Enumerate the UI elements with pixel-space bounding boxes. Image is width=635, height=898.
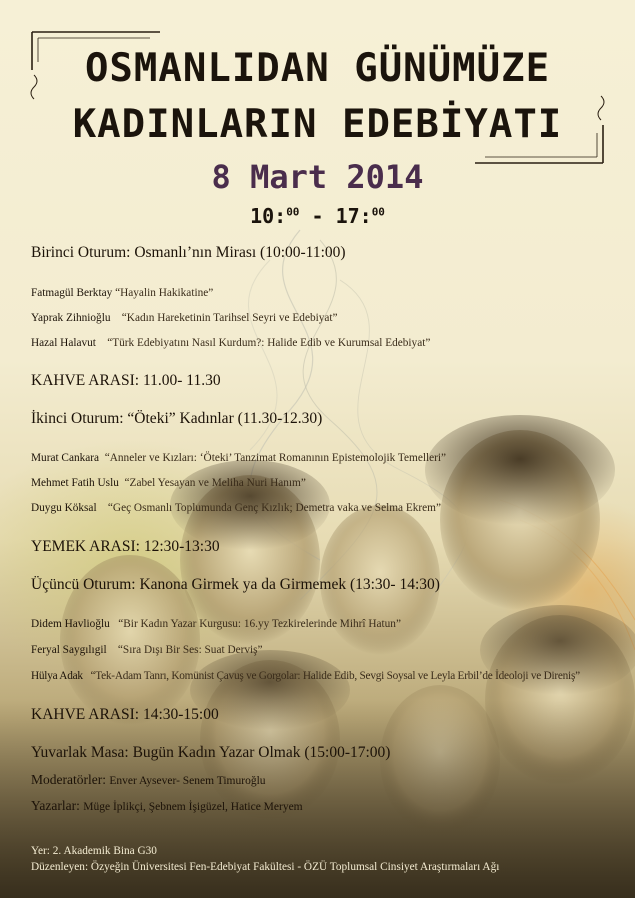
speaker-name: Hazal Halavut	[31, 337, 96, 349]
speaker-name: Feryal Saygılıgil	[31, 644, 107, 656]
talk-row	[31, 312, 338, 324]
event-time	[0, 204, 635, 228]
moderators-row	[31, 772, 266, 788]
coffee-break-1: KAHVE ARASI: 11.00- 11.30	[31, 372, 221, 389]
talk-title: “Bir Kadın Yazar Kurgusu: 16.yy Tezkirelerinde Mihrî Hatun”	[118, 618, 401, 630]
time-end-hour: 17:	[335, 204, 372, 228]
talk-row	[31, 337, 430, 349]
title-line-2: KADINLARIN EDEBİYATI	[72, 102, 563, 147]
roundtable-heading: Yuvarlak Masa: Bugün Kadın Yazar Olmak (15:00-17:00)	[31, 744, 391, 761]
coffee-break-2: KAHVE ARASI: 14:30-15:00	[31, 706, 219, 723]
speaker-name: Fatmagül Berktay	[31, 287, 113, 299]
talk-title: “Kadın Hareketinin Tarihsel Seyri ve Edebiyat”	[121, 312, 338, 324]
talk-title: “Geç Osmanlı Toplumunda Genç Kızlık; Demetra vaka ve Selma Ekrem”	[107, 502, 441, 514]
time-start-hour: 10:	[250, 204, 287, 228]
venue: Yer: 2. Akademik Bina G30	[31, 845, 157, 857]
talk-title: “Tek-Adam Tanrı, Komünist Çavuş ve Gorgolar: Halide Edib, Sevgi Soysal ve Leyla Erbil’de İdeoloji ve Direniş”	[90, 670, 580, 682]
talk-row	[31, 452, 446, 464]
title-line-1: OSMANLIDAN GÜNÜMÜZE	[84, 46, 551, 91]
organizer: Düzenleyen: Özyeğin Üniversitesi Fen-Edebiyat Fakültesi - ÖZÜ Toplumsal Cinsiyet Araştırmaları Ağı	[31, 861, 500, 873]
speaker-name: Yaprak Zihnioğlu	[31, 312, 111, 324]
talk-title: “Zabel Yesayan ve Meliha Nuri Hanım”	[124, 477, 306, 489]
time-start-minutes: 00	[286, 205, 300, 219]
session-1-heading: Birinci Oturum: Osmanlı’nın Mirası (10:00-11:00)	[31, 244, 346, 261]
lunch-break: YEMEK ARASI: 12:30-13:30	[31, 538, 220, 555]
talk-row	[31, 287, 213, 299]
talk-row	[31, 477, 306, 489]
speaker-name: Duygu Köksal	[31, 502, 97, 514]
talk-row	[31, 618, 401, 630]
writers-row	[31, 798, 303, 814]
speaker-name: Mehmet Fatih Uslu	[31, 477, 119, 489]
moderators-label: Moderatörler:	[31, 772, 106, 787]
talk-row	[31, 502, 441, 514]
writers-label: Yazarlar:	[31, 798, 80, 813]
talk-row	[31, 670, 580, 682]
session-3-heading: Üçüncü Oturum: Kanona Girmek ya da Girmemek (13:30- 14:30)	[31, 576, 440, 593]
talk-title: “Sıra Dışı Bir Ses: Suat Derviş”	[117, 644, 263, 656]
talk-row	[31, 644, 263, 656]
event-date: 8 Mart 2014	[211, 158, 424, 196]
speaker-name: Murat Cankara	[31, 452, 100, 464]
time-separator: -	[299, 204, 336, 228]
moderators-names: Enver Aysever- Senem Timuroğlu	[109, 775, 266, 787]
speaker-name: Didem Havlioğlu	[31, 618, 110, 630]
time-end-minutes: 00	[371, 205, 385, 219]
writers-names: Müge İplikçi, Şebnem İşigüzel, Hatice Meryem	[83, 801, 303, 813]
talk-title: “Anneler ve Kızları: ‘Öteki’ Tanzimat Romanının Epistemolojik Temelleri”	[104, 452, 447, 464]
speaker-name: Hülya Adak	[31, 670, 83, 682]
talk-title: “Hayalin Hakikatine”	[115, 287, 214, 299]
talk-title: “Türk Edebiyatını Nasıl Kurdum?: Halide Edib ve Kurumsal Edebiyat”	[107, 337, 431, 349]
session-2-heading: İkinci Oturum: “Öteki” Kadınlar (11.30-12.30)	[31, 410, 323, 427]
